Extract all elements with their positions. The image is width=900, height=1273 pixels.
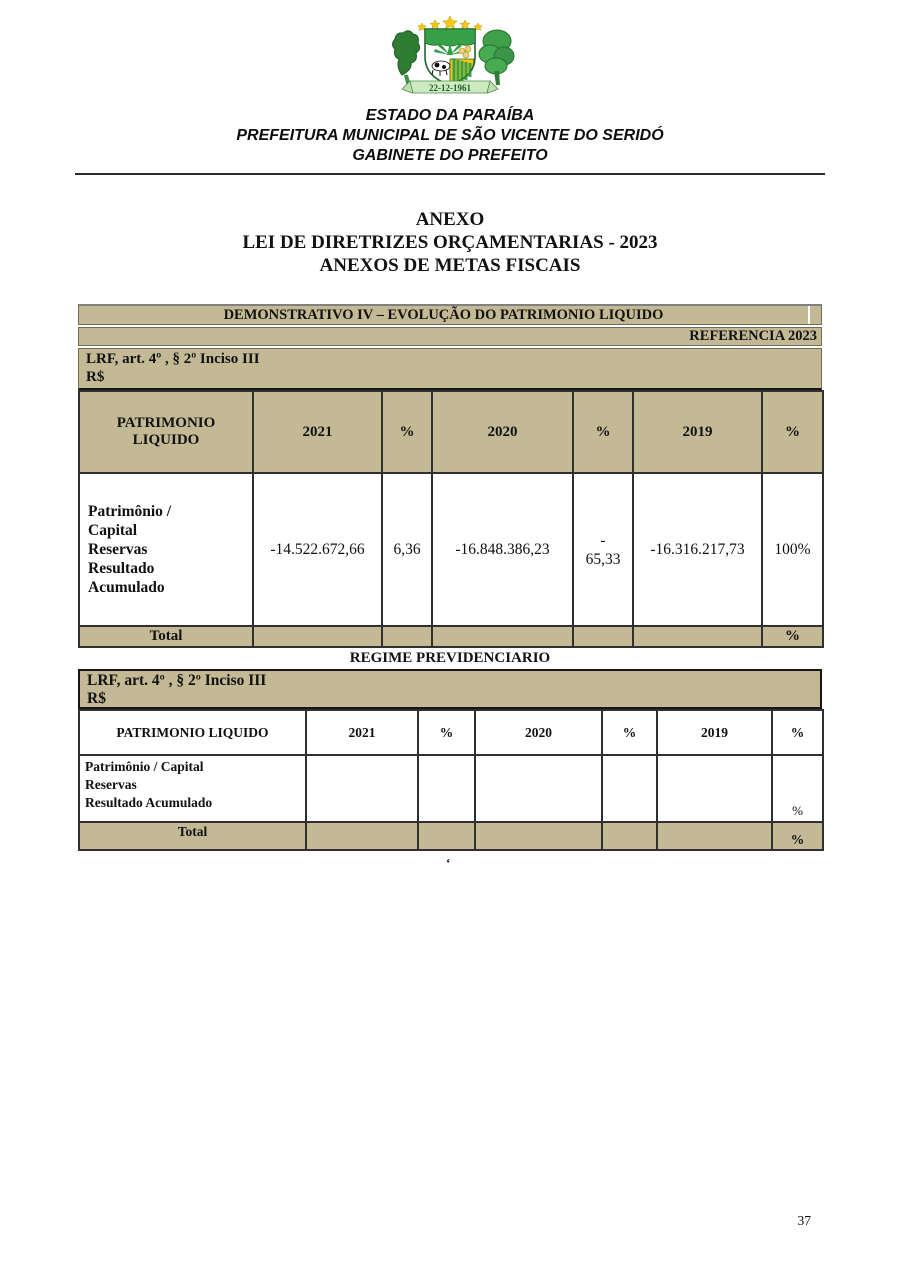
value-2020: -16.848.386,23	[432, 473, 573, 626]
col-header-2019: 2019	[633, 391, 762, 473]
pct-2020	[573, 473, 633, 626]
value-2021: -14.522.672,66	[253, 473, 382, 626]
col-header-pct1: %	[382, 391, 432, 473]
total-empty-cell	[306, 822, 418, 850]
lrf-bar-table2	[78, 669, 822, 709]
value-2019: -16.316.217,73	[633, 473, 762, 626]
demonstrativo-title: DEMONSTRATIVO IV – EVOLUÇÃO DO PATRIMONIO LIQUIDO	[223, 307, 664, 323]
total-empty-cell	[382, 626, 432, 647]
stray-quote-mark: ‘	[446, 855, 451, 870]
referencia-bar: REFERENCIA 2023	[78, 327, 822, 346]
total-empty-cell	[573, 626, 633, 647]
empty-cell	[418, 755, 475, 822]
total-empty-cell	[253, 626, 382, 647]
total-pct-cell: %	[772, 822, 823, 850]
pct-2021: 6,36	[382, 473, 432, 626]
row-label-cell	[79, 473, 253, 626]
regime-previdenciario-table	[78, 709, 824, 851]
letterhead	[0, 0, 900, 166]
ribbon-date-text: 22-12-1961	[429, 83, 471, 93]
table2-header-row	[79, 710, 823, 755]
total-empty-cell	[418, 822, 475, 850]
col-header-pct2: %	[573, 391, 633, 473]
table2-data-row	[79, 755, 823, 822]
empty-cell	[602, 755, 657, 822]
total-empty-cell	[633, 626, 762, 647]
total-empty-cell	[657, 822, 772, 850]
right-tree-icon	[479, 30, 514, 85]
currency-line: R$	[87, 690, 106, 707]
col-header-patrimonio: PATRIMONIO LIQUIDO	[79, 391, 253, 473]
row-label-line: Patrimônio / Capital	[85, 759, 204, 774]
col-header-2020: 2020	[475, 710, 602, 755]
title-anexo: ANEXO	[415, 209, 485, 230]
col-header-pct2: %	[602, 710, 657, 755]
row-label-line: Reservas	[85, 777, 137, 792]
table1-header-row	[79, 391, 823, 473]
empty-cell	[306, 755, 418, 822]
pct-2020-line1: -	[600, 531, 606, 549]
org-line-office: GABINETE DO PREFEITO	[352, 147, 548, 164]
page-number: 37	[797, 1213, 811, 1228]
total-empty-cell	[475, 822, 602, 850]
regime-previdenciario-heading: REGIME PREVIDENCIARIO	[349, 650, 551, 666]
title-metas: ANEXOS DE METAS FISCAIS	[319, 255, 581, 276]
col-header-pct3: %	[772, 710, 823, 755]
total-empty-cell	[432, 626, 573, 647]
title-bar-stub	[808, 306, 821, 324]
patrimonio-liquido-table	[78, 390, 824, 648]
pct-2019: 100%	[762, 473, 823, 626]
col-header-pct1: %	[418, 710, 475, 755]
empty-cell	[657, 755, 772, 822]
document-title-block	[0, 208, 900, 277]
title-ldo: LEI DE DIRETRIZES ORÇAMENTARIAS - 2023	[242, 232, 658, 253]
lrf-line: LRF, art. 4º , § 2º Inciso III	[86, 351, 260, 367]
col-header-2021: 2021	[253, 391, 382, 473]
org-line-state: ESTADO DA PARAÍBA	[365, 107, 535, 124]
table1-data-row	[79, 473, 823, 626]
row-label-line: Resultado Acumulado	[85, 795, 213, 810]
row-label-line: Patrimônio /	[88, 503, 172, 520]
col-header-2019: 2019	[657, 710, 772, 755]
lrf-bar-table1	[78, 348, 822, 390]
col-header-2021: 2021	[306, 710, 418, 755]
currency-line: R$	[86, 369, 105, 385]
col-header-pct3: %	[762, 391, 823, 473]
row-label-line: Resultado	[88, 560, 155, 577]
table2-total-row	[79, 822, 823, 850]
content-column	[78, 304, 822, 871]
row-label-line: Reservas	[88, 541, 148, 558]
total-empty-cell	[602, 822, 657, 850]
row-label-line: Acumulado	[88, 579, 165, 596]
shield-icon	[425, 29, 475, 85]
org-line-municipality: PREFEITURA MUNICIPAL DE SÃO VICENTE DO SERIDÓ	[236, 127, 664, 144]
left-tree-icon	[393, 31, 420, 87]
total-label-cell: Total	[79, 822, 306, 850]
demonstrativo-title-bar	[78, 304, 822, 325]
pct-2020-line2: 65,33	[585, 550, 621, 568]
ribbon-icon	[402, 81, 498, 93]
table1-total-row	[79, 626, 823, 647]
row-pct-cell: %	[772, 755, 823, 822]
letterhead-divider	[75, 173, 825, 175]
total-label-cell: Total	[79, 626, 253, 647]
municipal-coat-of-arms-icon	[380, 13, 520, 101]
row-label-cell	[79, 755, 306, 822]
col-header-2020: 2020	[432, 391, 573, 473]
lrf-line: LRF, art. 4º , § 2º Inciso III	[87, 672, 267, 689]
empty-cell	[475, 755, 602, 822]
row-label-line: Capital	[88, 522, 138, 539]
col-header-patrimonio: PATRIMONIO LIQUIDO	[79, 710, 306, 755]
total-pct-cell: %	[762, 626, 823, 647]
